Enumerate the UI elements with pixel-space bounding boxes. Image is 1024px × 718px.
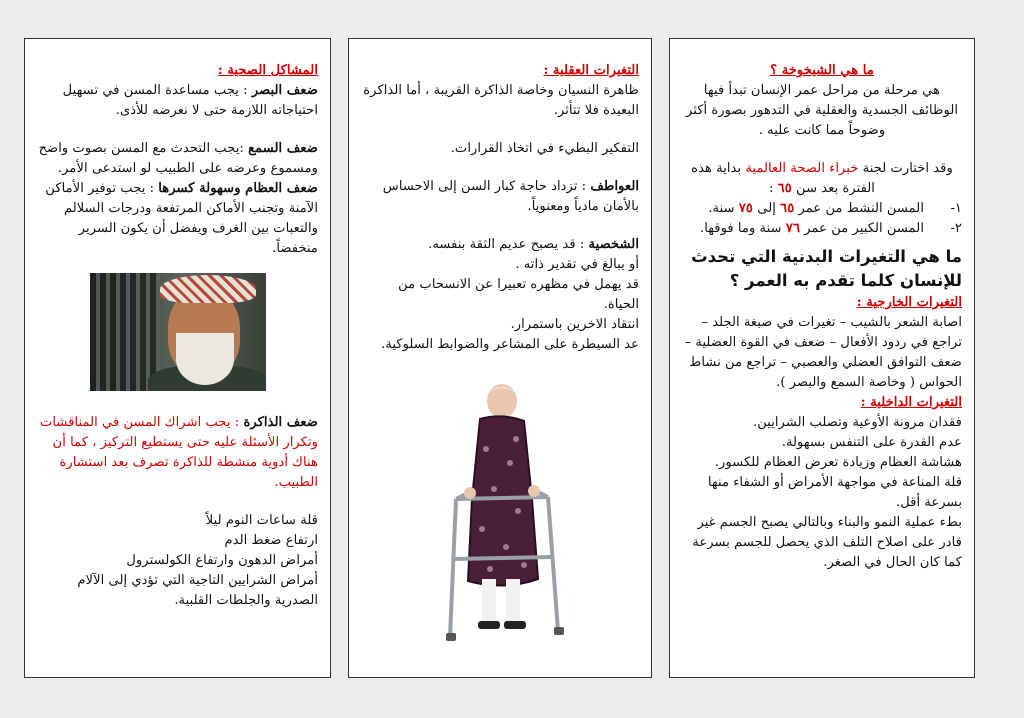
personality-paragraph: الشخصية : قد يصبح عديم الثقة بنفسه. [428, 237, 639, 252]
bones-label: ضعف العظام وسهولة كسرها [158, 181, 318, 196]
list-item: قلة ساعات النوم ليلاً [205, 513, 318, 528]
personality-label: الشخصية [588, 237, 639, 252]
vision-paragraph: ضعف البصر : يجب مساعدة المسن في تسهيل احتياجاته اللازمة حتى لا نعرضه للأذى. [62, 83, 318, 118]
memory-paragraph: ضعف الذاكرة : يجب اشراك المسن في المناقشات وتكرار الأسئلة عليه حتى يستطيع التركيز ، كما أن هناك أدوية منشطة للذاكرة تصرف بعد استشارة الطبيب. [39, 415, 318, 490]
list-item: قلة المناعة في مواجهة الأمراض أو الشفاء منها بسرعة أقل. [707, 475, 962, 510]
heading-what-is-aging: ما هي الشيخوخة ؟ [770, 63, 874, 78]
list-item: قد يهمل في مظهره تعبيرا عن الانسحاب من الحياة. [398, 277, 639, 312]
panel-what-is-aging [669, 38, 975, 678]
list-item: عد السيطرة على المشاعر والضوابط السلوكية. [381, 337, 639, 352]
bones-paragraph: ضعف العظام وسهولة كسرها : يجب توفير الأماكن الآمنة وتجنب الأماكن المرتفعة ودرجات السلالم والتعبات بين الغرف ويفضل أن يكون السرير منخفضاً. [45, 181, 318, 256]
list-item: ٢- المسن الكبير من عمر ٧٦ سنة وما فوقها. [700, 221, 962, 236]
heading-health-problems: المشاكل الصحية : [217, 63, 318, 78]
heading-physical-changes: ما هي التغيرات البدنية التي تحدث للإنسان كلما تقدم به العمر ؟ [691, 247, 962, 290]
vision-label: ضعف البصر [251, 83, 318, 98]
aging-definition: هي مرحلة من مراحل عمر الإنسان تبدأ فيها الوظائف الجسدية والعقلية في التدهور بصورة أكثر وضوحاً مما كانت عليه . [685, 83, 958, 138]
age-categories-list [682, 199, 962, 239]
hearing-paragraph: ضعف السمع :يجب التحدث مع المسن بصوت واضح ومسموع وعرضه على الطبيب لو استدعى الأمر. [38, 141, 318, 176]
external-changes-text: اصابة الشعر بالشيب – تغيرات في صبغة الجلد – تراجع في ردود الأفعال – ضعف في القوة العضلية – ضعف التوافق العضلي والعصبي – تراجع من نشاط الحواس ( وخاصة السمع والبصر ). [684, 315, 962, 390]
list-item: ارتفاع ضغط الدم [224, 533, 318, 548]
panel-health-problems [24, 38, 331, 678]
slow-thinking-text: التفكير البطيء في اتخاذ القرارات. [450, 141, 639, 156]
panel-mental-changes [348, 38, 652, 678]
list-item: بطء عملية النمو والبناء وبالتالي يصبح الجسم غير قادر على اصلاح التلف الذي يحصل للجسم بسرعة كما كان الحال في الصغر. [692, 515, 962, 570]
list-item: ١- المسن النشط من عمر ٦٥ إلى ٧٥ سنة. [708, 201, 962, 216]
elderly-man-with-walker-image [420, 379, 580, 647]
list-item: عدم القدرة على التنفس بسهولة. [781, 435, 962, 450]
list-item: أمراض الدهون وارتفاع الكولسترول [126, 553, 318, 568]
heading-external-changes: التغيرات الخارجية : [856, 295, 962, 310]
heading-internal-changes: التغيرات الداخلية : [860, 395, 962, 410]
emotions-paragraph: العواطف : تزداد حاجة كبار السن إلى الاحساس بالأمان مادياً ومعنوياً. [382, 179, 639, 214]
list-item: هشاشة العظام وزيادة تعرض العظام للكسور. [714, 455, 962, 470]
list-item: فقدان مرونة الأوعية وتصلب الشرايين. [753, 415, 962, 430]
who-paragraph: وقد اختارت لجنة خبراء الصحة العالمية بداية هذه الفترة بعد سن ٦٥ : [691, 161, 953, 196]
forgetfulness-text: ظاهرة النسيان وخاصة الذاكرة القريبة ، أما الذاكرة البعيدة فلا تتأثر. [363, 83, 639, 118]
hearing-label: ضعف السمع [248, 141, 318, 156]
list-item: أو يبالغ في تقدير ذاته . [515, 257, 639, 272]
memory-label: ضعف الذاكرة [243, 415, 318, 430]
elderly-man-photo [90, 273, 266, 391]
list-item: انتقاد الاخرين باستمرار. [510, 317, 639, 332]
list-item: أمراض الشرايين التاجية التي تؤدي إلى الآلام الصدرية والجلطات القلبية. [77, 573, 318, 608]
emotions-label: العواطف [590, 179, 639, 194]
heading-mental-changes: التغيرات العقلية : [543, 63, 639, 78]
who-committee: خبراء الصحة العالمية [745, 161, 859, 176]
